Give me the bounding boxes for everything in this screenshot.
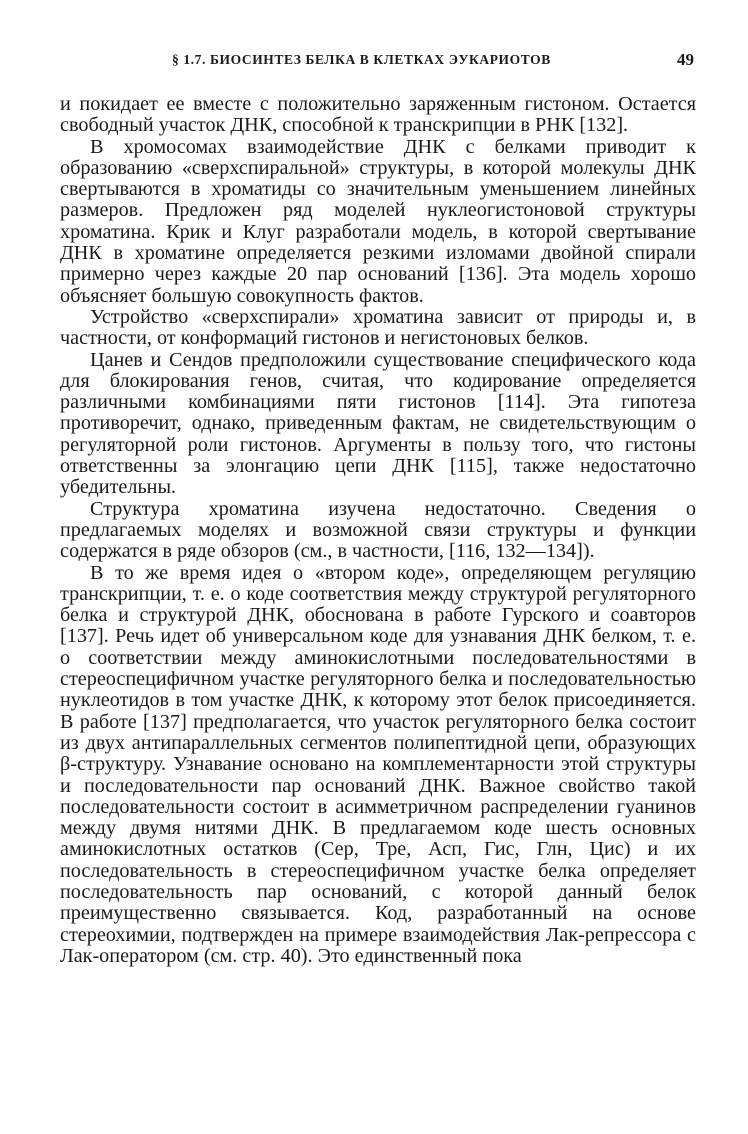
paragraph-second-code: В то же время идея о «втором коде», определяющем регуляцию транскрипции, т. е. о коде соответствия между структурой регуляторного белка и структурой ДНК, обоснована в работе Гурского и соавторов [137]. Речь идет об универсальном коде для узнавания ДНК белком, т. е. о соответствии между аминокислотными последовательностями в стереоспецифичном участке регуляторного белка и последовательностью нуклеотидов в том участке ДНК, к которому этот белок присоединяется. В работе [137] предполагается, что участок регуляторного белка состоит из двух антипараллельных сегментов полипептидной цепи, образующих β-структуру. Узнавание основано на комплементарности этой структуры и последовательности пар оснований ДНК. Важное свойство такой последовательности состоит в асимметричном распределении гуанинов между двумя нитями ДНК. В предлагаемом коде шесть основных аминокислотных остатков (Сер, Тре, Асп, Гис, Глн, Цис) и их последовательность в стереоспецифичном участке белка определяет последовательность пар оснований, с которой данный белок преимущественно связывается. Код, разработанный на основе стереохимии, подтвержден на примере взаимодействия Лак-репрессора с Лак-оператором (см. стр. 40). Это единственный пока — [60, 561, 696, 967]
running-head-title: § 1.7. БИОСИНТЕЗ БЕЛКА В КЛЕТКАХ ЭУКАРИОТОВ — [172, 52, 551, 67]
body-text — [60, 94, 696, 967]
paragraph-superhelix-structure: Устройство «сверхспирали» хроматина зависит от природы и, в частности, от конформаций гистонов и негистоновых белков. — [60, 305, 696, 350]
book-page — [60, 48, 696, 967]
paragraph-chromosome-superhelix: В хромосомах взаимодействие ДНК с белками приводит к образованию «сверхспиральной» структуры, в которой молекулы ДНК свертываются в хроматиды со значительным уменьшением линейных размеров. Предложен ряд моделей нуклеогистоновой структуры хроматина. Крик и Клуг разработали модель, в которой свертывание ДНК в хроматине определяется резкими изломами двойной спирали примерно через каждые 20 пар оснований [136]. Эта модель хорошо объясняет большую совокупность фактов. — [60, 135, 696, 307]
paragraph-histone-code-hypothesis: Цанев и Сендов предположили существование специфического кода для блокирования генов, считая, что кодирование определяется различными комбинациями пяти гистонов [114]. Эта гипотеза противоречит, однако, приведенным фактам, не свидетельствующим о регуляторной роли гистонов. Аргументы в пользу того, что гистоны ответственны за элонгацию цепи ДНК [115], также недостаточно убедительны. — [60, 348, 696, 499]
paragraph-chromatin-reviews: Структура хроматина изучена недостаточно. Сведения о предлагаемых моделях и возможной связи структуры и функции содержатся в ряде обзоров (см., в частности, [116, 132—134]). — [60, 497, 696, 563]
paragraph-continuation: и покидает ее вместе с положительно заряженным гистоном. Остается свободный участок ДНК, способной к транскрипции в РНК [132]. — [60, 93, 696, 137]
running-head — [60, 48, 696, 78]
page-number: 49 — [677, 50, 694, 69]
